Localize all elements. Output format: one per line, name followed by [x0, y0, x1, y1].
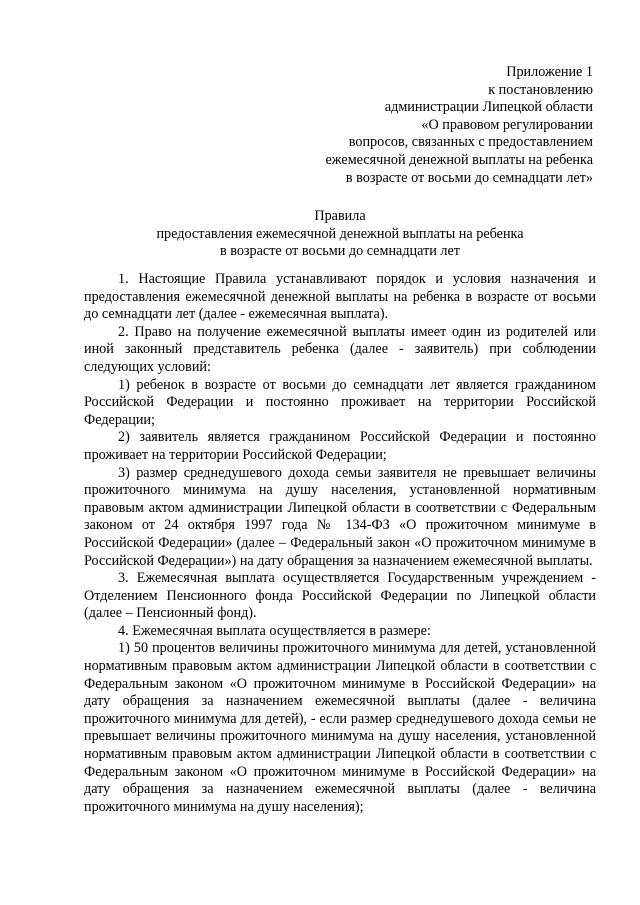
appendix-header — [273, 64, 593, 187]
title-line: Правила — [314, 208, 366, 224]
title-line: в возрасте от восьми до семнадцати лет — [219, 243, 461, 260]
paragraph: 1. Настоящие Правила устанавливают порядок и условия назначения и предоставления ежемесячной денежной выплаты на ребенка в возрасте от восьми до семнадцати лет (далее - ежемесячная выплата). — [84, 271, 596, 323]
paragraph: 4. Ежемесячная выплата осуществляется в размере: — [118, 622, 431, 639]
appendix-line: администрации Липецкой области — [384, 99, 593, 116]
paragraph: 1) ребенок в возрасте от восьми до семнадцати лет является гражданином Российской Федерации и постоянно проживает на территории Российской Федерации; — [84, 376, 596, 428]
appendix-line: Приложение 1 — [506, 64, 593, 80]
paragraph: 2) заявитель является гражданином Российской Федерации и постоянно проживает на территории Российской Федерации; — [84, 429, 596, 463]
appendix-line: ежемесячной денежной выплаты на ребенка — [325, 151, 593, 168]
title-line: предоставления ежемесячной денежной выплаты на ребенка — [156, 225, 524, 242]
appendix-line: «О правовом регулировании — [421, 116, 593, 133]
paragraph: 3. Ежемесячная выплата осуществляется Государственным учреждением - Отделением Пенсионного фонда Российской Федерации по Липецкой области (далее – Пенсионный фонд). — [84, 570, 596, 622]
document-title — [84, 208, 596, 261]
appendix-line: в возрасте от восьми до семнадцати лет» — [345, 169, 593, 186]
paragraph: 2. Право на получение ежемесячной выплаты имеет один из родителей или иной законный представитель ребенка (далее - заявитель) при соблюдении следующих условий: — [84, 323, 596, 375]
paragraph: 1) 50 процентов величины прожиточного минимума для детей, установленной нормативным правовым актом администрации Липецкой области в соответствии с Федеральным законом «О прожиточном минимуме в Российской Федерации» на дату обращения за назначением ежемесячной выплаты (далее - величина прожиточного минимума для детей), - если размер среднедушевого дохода семьи не превышает величины прожиточного минимума на душу населения, установленной нормативным правовым актом администрации Липецкой области в соответствии с Федеральным законом «О прожиточном минимуме в Российской Федерации» на дату обращения за назначением ежемесячной выплаты (далее - величина прожиточного минимума на душу населения); — [84, 640, 596, 815]
document-body — [84, 271, 596, 816]
appendix-line: вопросов, связанных с предоставлением — [348, 134, 593, 151]
paragraph: 3) размер среднедушевого дохода семьи заявителя не превышает величины прожиточного минимума на душу населения, установленной нормативным правовым актом администрации Липецкой области в соответствии с Федеральным законом от 24 октября 1997 года № 134-ФЗ «О прожиточном минимуме в Российской Федерации» (далее – Федеральный закон «О прожиточном минимуме в Российской Федерации») на дату обращения за назначением ежемесячной выплаты. — [84, 464, 596, 569]
appendix-line: к постановлению — [488, 81, 593, 98]
